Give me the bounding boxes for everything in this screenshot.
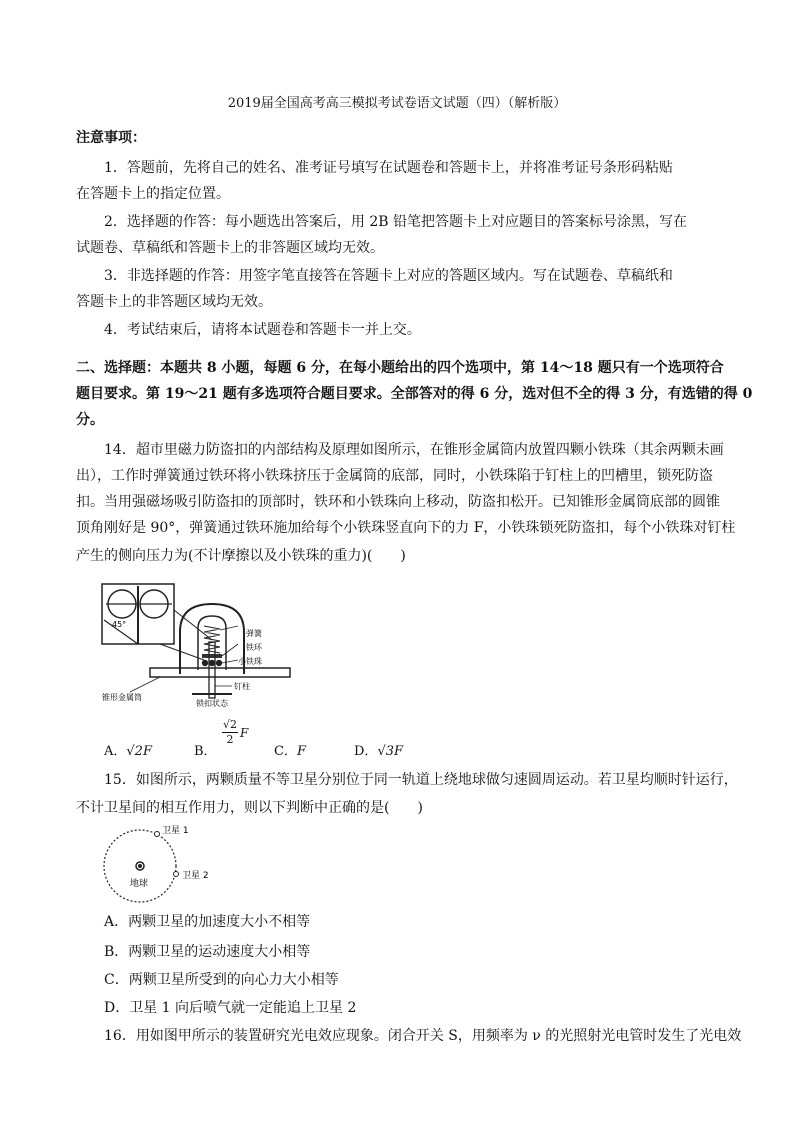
section2-line-3: 分。: [76, 412, 104, 428]
q15-option-b: B．两颗卫星的运动速度大小相等: [104, 944, 311, 960]
anti-theft-diagram: [100, 582, 300, 712]
angle-label: 45°: [112, 620, 127, 629]
q14-option-b-fraction: [222, 718, 238, 747]
q14-option-a-label: A．: [104, 744, 127, 759]
q14-option-b: [194, 740, 217, 759]
notice-1-line-2: 在答题卡上的指定位置。: [76, 186, 230, 202]
q15-option-d: D．卫星 1 向后喷气就一定能追上卫星 2: [104, 1000, 357, 1016]
section2-line-1: 二、选择题：本题共 8 小题，每题 6 分，在每小题给出的四个选项中，第 14～18 题只有一个选项符合: [76, 360, 724, 376]
notice-1-line-1: 1．答题前，先将自己的姓名、准考证号填写在试题卷和答题卡上，并将准考证号条形码粘贴: [104, 160, 673, 176]
label-cone: 锥形金属筒: [102, 693, 142, 702]
notice-2-line-2: 试题卷、草稿纸和答题卡上的非答题区域均无效。: [76, 240, 384, 256]
q14-option-d-value: √3F: [377, 744, 404, 759]
q14-option-b-variable: F: [240, 726, 249, 740]
q15-option-c: C．两颗卫星所受到的向心力大小相等: [104, 972, 339, 988]
sat1-label: 卫星 1: [162, 826, 189, 836]
q14-line-4: 顶角刚好是 90°，弹簧通过铁环施加给每个小铁珠竖直向下的力 F，小铁珠锁死防盗扣，每个小铁珠对钉柱: [76, 520, 736, 536]
q14-option-b-label: B．: [194, 744, 217, 759]
q14-option-c-label: C．: [274, 744, 297, 759]
label-pin: 钉柱: [234, 682, 250, 691]
page-title: 2019届全国高考高三模拟考试卷语文试题（四）（解析版）: [227, 96, 567, 111]
q15-line-2: 不计卫星间的相互作用力，则以下判断中正确的是( ): [76, 800, 423, 816]
notice-heading: 注意事项：: [76, 130, 146, 146]
label-ball: 小铁珠: [238, 657, 262, 666]
label-ring: 铁环: [246, 643, 262, 652]
q14-option-b-denominator: 2: [226, 733, 234, 746]
q14-option-a-value: √2F: [126, 744, 152, 759]
q14-line-3: 扣。当用强磁场吸引防盗扣的顶部时，铁环和小铁珠向上移动，防盗扣松开。已知锥形金属筒底部的圆锥: [76, 494, 720, 510]
earth-label: 地球: [130, 879, 149, 889]
notice-3-line-2: 答题卡上的非答题区域均无效。: [76, 294, 272, 310]
q14-option-d-label: D．: [354, 744, 378, 759]
label-state: 锁扣状态: [196, 699, 228, 708]
q14-option-a: [104, 740, 152, 759]
notice-3-line-1: 3．非选择题的作答：用签字笔直接答在答题卡上对应的答题区域内。写在试题卷、草稿纸和: [104, 268, 673, 284]
sat2-label: 卫星 2: [182, 871, 209, 881]
q14-option-c-value: F: [296, 744, 306, 759]
q15-option-a: A．两颗卫星的加速度大小不相等: [104, 914, 311, 930]
notice-4-line-1: 4．考试结束后，请将本试题卷和答题卡一并上交。: [104, 322, 421, 338]
q16-line-1: 16．用如图甲所示的装置研究光电效应现象。闭合开关 S，用频率为 ν 的光照射光电管时发生了光电效: [104, 1028, 742, 1044]
label-spring: 弹簧: [246, 629, 262, 638]
q14-option-b-numerator: √2: [222, 718, 237, 731]
q14-option-c: [274, 740, 306, 759]
q14-option-d: [354, 740, 403, 759]
q15-line-1: 15．如图所示，两颗质量不等卫星分别位于同一轨道上绕地球做匀速圆周运动。若卫星均顺时针运行，: [104, 772, 738, 788]
q14-line-5: 产生的侧向压力为(不计摩擦以及小铁珠的重力)( ): [76, 548, 406, 564]
section2-line-2: 题目要求。第 19～21 题有多选项符合题目要求。全部答对的得 6 分，选对但不全的得 3 分，有选错的得 0: [76, 386, 753, 402]
notice-2-line-1: 2．选择题的作答：每小题选出答案后，用 2B 铅笔把答题卡上对应题目的答案标号涂黑，写在: [104, 214, 688, 230]
q14-line-2: 出），工作时弹簧通过铁环将小铁珠挤压于金属筒的底部，同时，小铁珠陷于钉柱上的凹槽里，锁死防盗: [76, 468, 713, 484]
q14-line-1: 14．超市里磁力防盗扣的内部结构及原理如图所示，在锥形金属筒内放置四颗小铁珠（其余两颗未画: [104, 442, 724, 458]
orbit-diagram: [96, 822, 236, 904]
